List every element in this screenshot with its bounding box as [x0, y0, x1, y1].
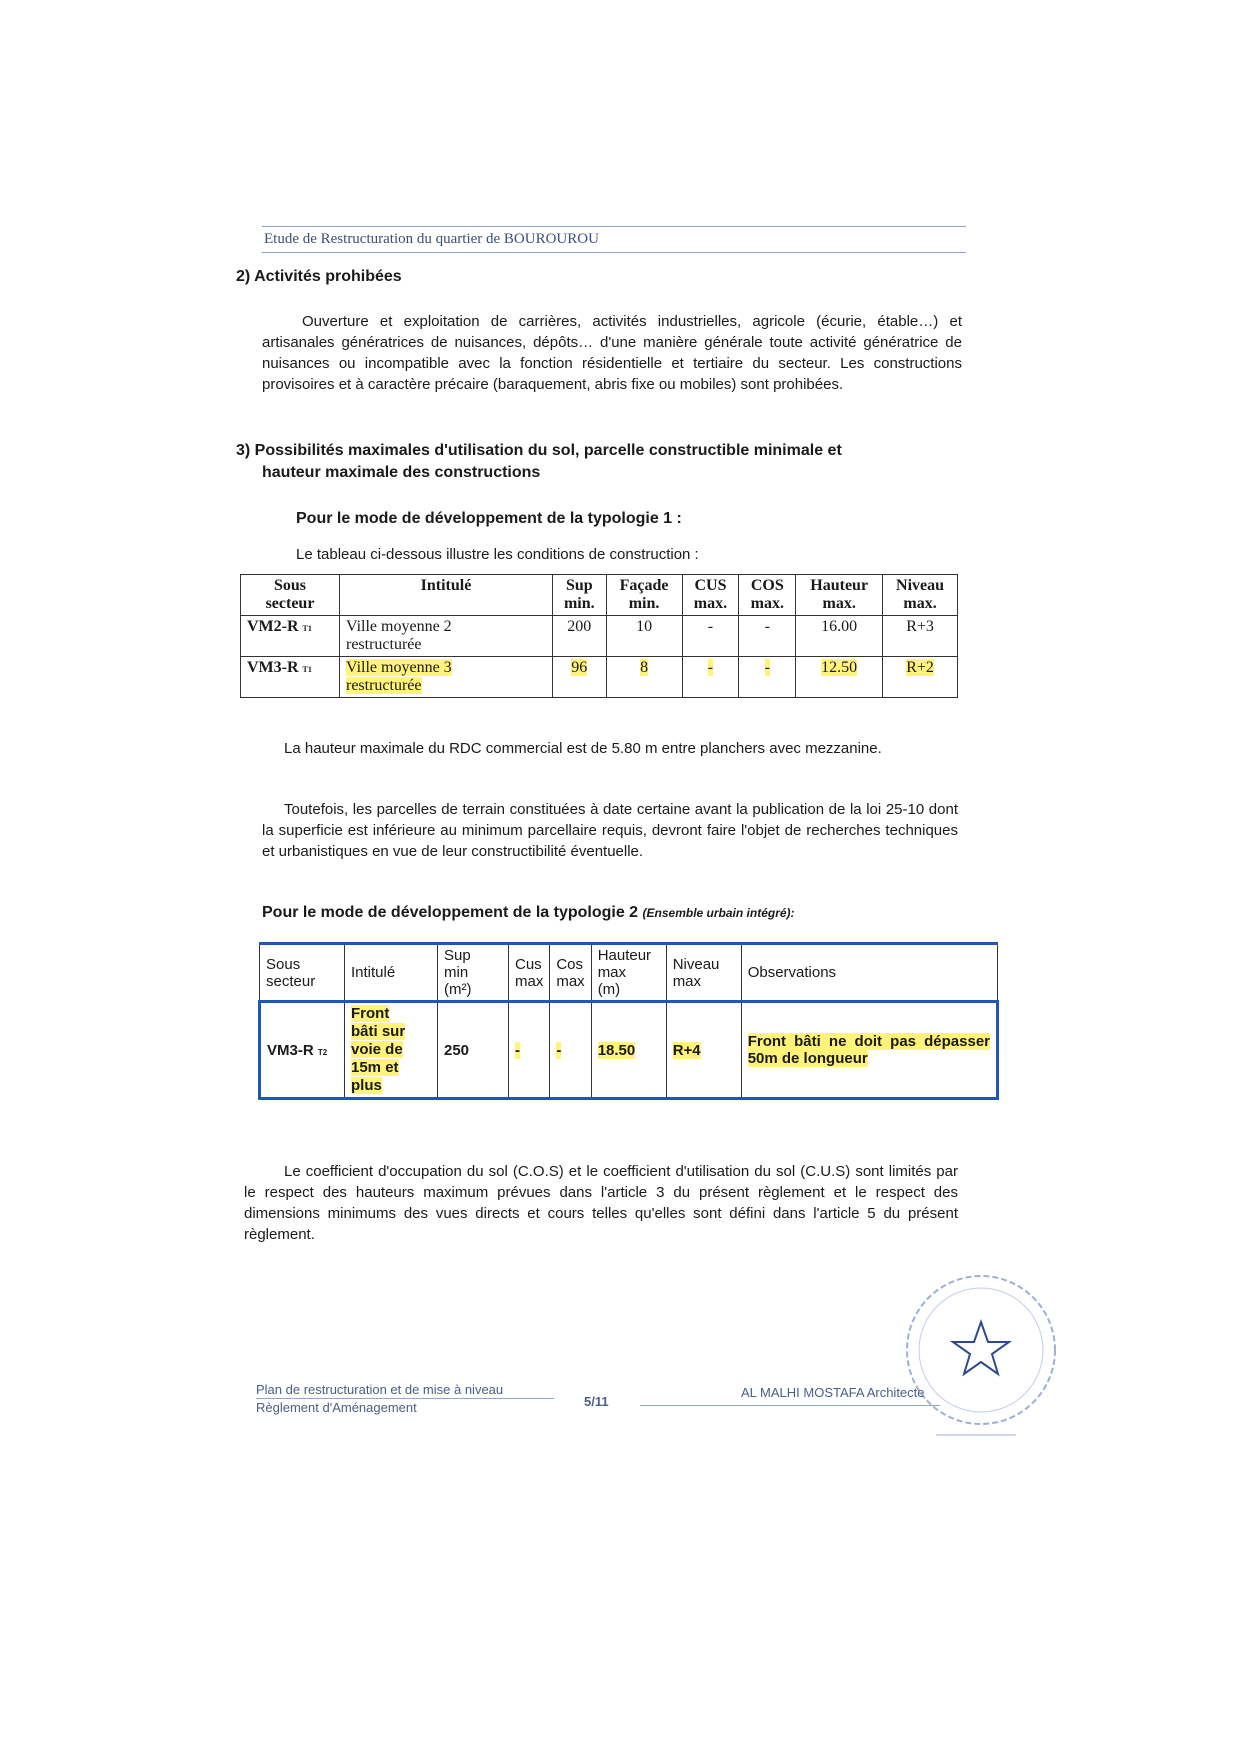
cell-niveau: R+4	[666, 1002, 741, 1099]
col-sous-secteur: Sous secteur	[260, 944, 345, 1002]
col-intitule: Intitulé	[340, 575, 553, 616]
page-number: 5/11	[584, 1394, 609, 1409]
typology-1-note-2: Toutefois, les parcelles de terrain constituées à date certaine avant la publication de la loi 25-10 dont la superficie est inférieure au minimum parcellaire requis, devront faire l'objet de recherches techniques et urbanistiques en vue de leur constructibilité éventuelle.	[262, 801, 958, 860]
col-cos: COS max.	[739, 575, 796, 616]
col-sous-secteur: Sous secteur	[241, 575, 340, 616]
cell-cos: -	[739, 657, 796, 698]
cell-hauteur: 18.50	[591, 1002, 666, 1099]
col-sup: Sup min.	[553, 575, 607, 616]
cell-sup: 96	[553, 657, 607, 698]
cell-sup: 200	[553, 616, 607, 657]
typology-1-table	[240, 574, 958, 698]
cell-facade: 8	[606, 657, 682, 698]
footer-left	[256, 1381, 554, 1416]
cell-cos: -	[739, 616, 796, 657]
col-observations: Observations	[741, 944, 997, 1002]
table-header-row	[260, 944, 998, 1002]
footer-right: AL MALHI MOSTAFA Architecte	[741, 1385, 925, 1400]
cell-cus: -	[682, 657, 739, 698]
typology-2-heading-note: (Ensemble urbain intégré):	[642, 906, 795, 920]
typology-1-intro: Le tableau ci-dessous illustre les conditions de construction :	[296, 546, 699, 563]
col-hauteur: Hauteur max (m)	[591, 944, 666, 1002]
section-3-heading-line1: 3) Possibilités maximales d'utilisation du sol, parcelle constructible minimale et	[236, 442, 842, 459]
typology-2-heading: Pour le mode de développement de la typologie 2 (Ensemble urbain intégré):	[262, 904, 795, 921]
section-2-paragraph: Ouverture et exploitation de carrières, activités industrielles, agricole (écurie, étable…) et artisanales génératrices de nuisances, dépôts… d'une manière générale toute activité génératrice de nuisances ou incompatible avec la fonction résidentielle et tertiaire du secteur. Les constructions provisoires et à caractère précaire (baraquement, abris fixe ou mobiles) sont prohibées.	[262, 313, 962, 393]
table-row	[241, 616, 958, 657]
cell-niveau: R+2	[883, 657, 958, 698]
footer-left-line2: Règlement d'Aménagement	[256, 1400, 417, 1415]
cell-intitule: Ville moyenne 2 restructurée	[340, 616, 553, 657]
table-header-row	[241, 575, 958, 616]
cell-code: VM3-R T1	[241, 657, 340, 698]
table-row	[260, 1002, 998, 1099]
cell-intitule: Ville moyenne 3 restructurée	[340, 657, 553, 698]
cell-intitule: Front bâti sur voie de 15m et plus	[345, 1002, 438, 1099]
col-facade: Façade min.	[606, 575, 682, 616]
footer-divider	[640, 1405, 940, 1406]
table-row	[241, 657, 958, 698]
cell-sup: 250	[438, 1002, 509, 1099]
col-sup: Sup min (m²)	[438, 944, 509, 1002]
section-2-heading: 2) Activités prohibées	[236, 268, 402, 285]
cell-cus: -	[682, 616, 739, 657]
header-title: Etude de Restructuration du quartier de BOUROUROU	[264, 231, 599, 247]
col-niveau: Niveau max	[666, 944, 741, 1002]
footer-left-line1: Plan de restructuration et de mise à niveau	[256, 1381, 554, 1399]
cell-cos: -	[550, 1002, 591, 1099]
cell-hauteur: 16.00	[796, 616, 883, 657]
typology-2-table	[258, 942, 999, 1100]
final-paragraph: Le coefficient d'occupation du sol (C.O.S) et le coefficient d'utilisation du sol (C.U.S) sont limités par le respect des hauteurs maximum prévues dans l'article 3 du présent règlement et le respect des dimensions minimums des vues directs et cours telles qu'elles sont défini dans l'article 5 du présent règlement.	[244, 1163, 958, 1243]
cell-facade: 10	[606, 616, 682, 657]
cell-niveau: R+3	[883, 616, 958, 657]
typology-1-note-1: La hauteur maximale du RDC commercial est de 5.80 m entre planchers avec mezzanine.	[284, 740, 882, 757]
official-stamp	[896, 1270, 1056, 1455]
col-cus: CUS max.	[682, 575, 739, 616]
stamp-icon	[896, 1270, 1056, 1450]
col-intitule: Intitulé	[345, 944, 438, 1002]
col-niveau: Niveau max.	[883, 575, 958, 616]
page-header	[262, 226, 966, 253]
cell-hauteur: 12.50	[796, 657, 883, 698]
typology-1-heading: Pour le mode de développement de la typologie 1 :	[296, 510, 682, 527]
cell-code: VM2-R T1	[241, 616, 340, 657]
col-hauteur: Hauteur max.	[796, 575, 883, 616]
col-cos: Cos max	[550, 944, 591, 1002]
cell-code: VM3-R T2	[260, 1002, 345, 1099]
cell-observations: Front bâti ne doit pas dépasser 50m de longueur	[741, 1002, 997, 1099]
cell-cus: -	[509, 1002, 550, 1099]
section-3-heading-line2: hauteur maximale des constructions	[262, 464, 541, 481]
col-cus: Cus max	[509, 944, 550, 1002]
